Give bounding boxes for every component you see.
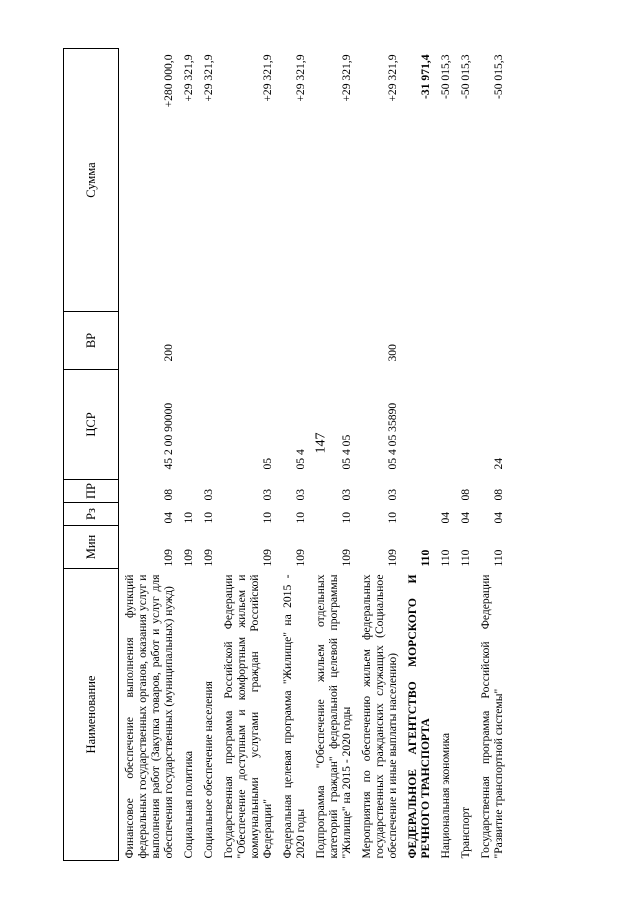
cell-vr <box>218 312 277 370</box>
table-row <box>198 49 218 861</box>
cell-csr <box>402 370 435 480</box>
cell-name: Транспорт <box>458 806 472 859</box>
cell-rz: 04 <box>161 511 175 524</box>
table-row <box>402 49 435 861</box>
cell-pr <box>435 480 455 503</box>
header-min: Мин <box>64 526 119 569</box>
cell-name: Государственная программа Российской Федерации "Обеспечение доступным и комфортным жильем и коммунальными услугами граждан Российской Федерации" <box>221 574 274 859</box>
cell-name: Государственная программа Российской Федерации "Развитие транспортной системы" <box>478 574 505 859</box>
cell-sum: +29 321,9 <box>293 54 307 102</box>
cell-sum: +29 321,9 <box>181 54 195 102</box>
cell-pr: 08 <box>458 488 472 501</box>
cell-name: Подпрограмма "Обеспечение жильем отдельных категорий граждан" федеральной целевой программы "Жилище" на 2015 - 2020 годы <box>313 574 353 859</box>
cell-name: ФЕДЕРАЛЬНОЕ АГЕНТСТВО МОРСКОГО И РЕЧНОГО ТРАНСПОРТА <box>405 574 432 859</box>
cell-rz: 10 <box>201 511 215 524</box>
table-row <box>475 49 508 861</box>
cell-vr: 200 <box>161 344 175 362</box>
cell-csr: 24 <box>491 457 505 470</box>
cell-sum: -50 015,3 <box>458 54 472 99</box>
table-row <box>310 49 356 861</box>
header-csr: ЦСР <box>64 370 119 480</box>
table-row <box>277 49 310 861</box>
cell-csr: 05 4 05 35890 <box>385 402 399 470</box>
cell-sum: -31 971,4 <box>418 54 432 99</box>
cell-sum: +29 321,9 <box>385 54 399 102</box>
cell-rz: 10 <box>385 511 399 524</box>
cell-vr <box>402 312 435 370</box>
cell-pr <box>178 480 198 503</box>
cell-sum: +29 321,9 <box>260 54 274 102</box>
cell-min: 110 <box>438 549 452 567</box>
cell-rz: 04 <box>491 511 505 524</box>
header-name: Наименование <box>64 569 119 861</box>
table-row <box>455 49 475 861</box>
cell-vr: 300 <box>385 344 399 362</box>
cell-rz: 10 <box>293 511 307 524</box>
cell-min: 109 <box>260 549 274 567</box>
cell-sum: +280 000,0 <box>161 54 175 108</box>
table-row <box>435 49 455 861</box>
table-row <box>178 49 198 861</box>
table-row <box>356 49 402 861</box>
cell-min: 109 <box>161 549 175 567</box>
cell-pr: 03 <box>201 488 215 501</box>
cell-min: 110 <box>418 549 432 567</box>
cell-min: 110 <box>491 549 505 567</box>
cell-name: Социальное обеспечение населения <box>201 680 215 859</box>
cell-vr <box>178 312 198 370</box>
cell-name: Финансовое обеспечение выполнения функций федеральных государственных органов, оказания услуг и выполнения работ (Закупка товаров, работ и услуг для обеспечения государственных (муниципальных) нужд) <box>123 574 175 859</box>
cell-rz: 10 <box>260 511 274 524</box>
cell-rz: 04 <box>438 511 452 524</box>
cell-sum: -50 015,3 <box>438 54 452 99</box>
cell-vr <box>198 312 218 370</box>
rotated-table-container <box>63 49 623 861</box>
cell-pr: 08 <box>491 488 505 501</box>
cell-vr <box>310 312 356 370</box>
header-sum: Сумма <box>64 49 119 312</box>
cell-pr: 08 <box>161 488 175 501</box>
header-rz: Рз <box>64 503 119 526</box>
cell-min: 109 <box>181 549 195 567</box>
cell-min: 110 <box>458 549 472 567</box>
cell-sum: +29 321,9 <box>339 54 353 102</box>
cell-pr: 03 <box>339 488 353 501</box>
cell-name: Социальная политика <box>181 750 195 859</box>
cell-csr <box>455 370 475 480</box>
cell-min: 109 <box>339 549 353 567</box>
cell-rz: 04 <box>458 511 472 524</box>
cell-vr <box>435 312 455 370</box>
cell-name: Федеральная целевая программа "Жилище" на 2015 - 2020 годы <box>280 574 307 859</box>
cell-rz: 10 <box>181 511 195 524</box>
cell-name: Национальная экономика <box>438 732 452 859</box>
cell-vr <box>277 312 310 370</box>
cell-csr <box>435 370 455 480</box>
cell-csr: 45 2 00 90000 <box>161 402 175 470</box>
cell-csr: 05 4 05 <box>339 434 353 470</box>
cell-vr <box>455 312 475 370</box>
cell-name: Мероприятия по обеспечению жильем федеральных государственных гражданских служащих (Социальное обеспечение и иные выплаты населению) <box>359 574 399 859</box>
cell-sum: -50 015,3 <box>491 54 505 99</box>
cell-rz <box>402 503 435 526</box>
cell-pr: 03 <box>385 488 399 501</box>
header-pr: ПР <box>64 480 119 503</box>
cell-pr: 03 <box>293 488 307 501</box>
cell-pr <box>402 480 435 503</box>
cell-rz: 10 <box>339 511 353 524</box>
cell-min: 109 <box>293 549 307 567</box>
cell-min: 109 <box>385 549 399 567</box>
table-header-row <box>64 49 119 861</box>
cell-csr: 05 <box>260 457 274 470</box>
page-number: 147 <box>313 432 329 454</box>
table-row <box>119 49 178 861</box>
budget-table <box>63 48 508 861</box>
cell-csr <box>178 370 198 480</box>
table-row <box>218 49 277 861</box>
cell-min: 109 <box>201 549 215 567</box>
cell-csr <box>198 370 218 480</box>
cell-csr: 05 4 <box>293 449 307 470</box>
header-vr: ВР <box>64 312 119 370</box>
cell-sum: +29 321,9 <box>201 54 215 102</box>
cell-pr: 03 <box>260 488 274 501</box>
cell-vr <box>475 312 508 370</box>
